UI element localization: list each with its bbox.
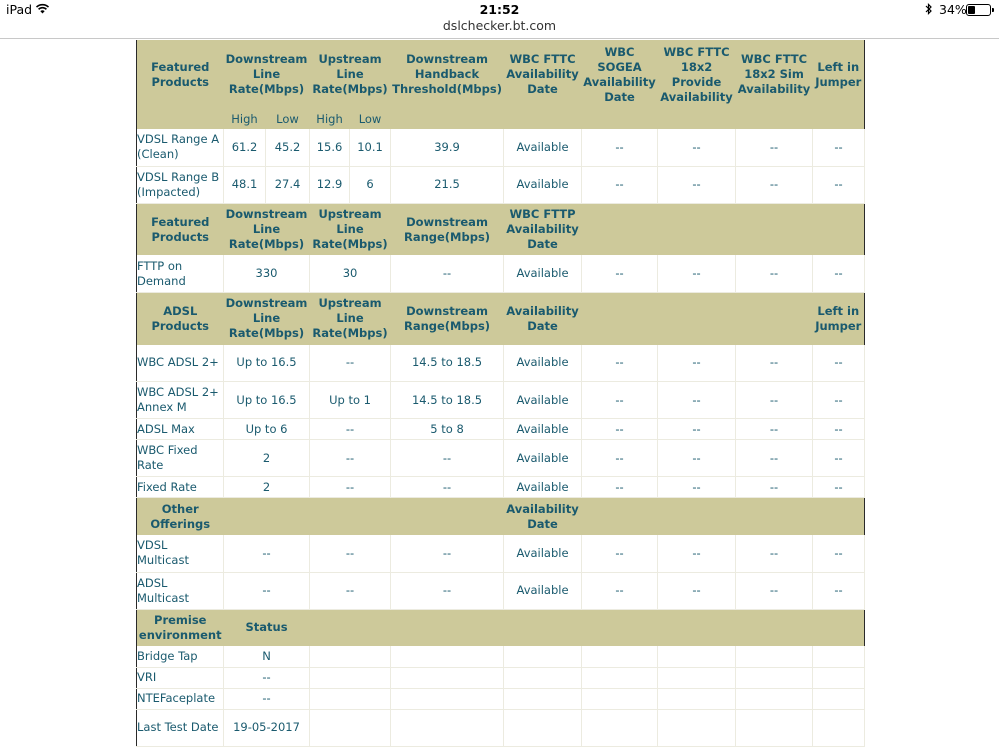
col-header: WBC FTTP Availability Date [504, 203, 582, 255]
table-cell: -- [813, 382, 865, 419]
clock: 21:52 [479, 2, 520, 17]
table-cell: -- [736, 345, 813, 382]
blank-cell [504, 667, 582, 688]
table-cell: -- [582, 255, 658, 292]
ios-status-bar [0, 0, 999, 20]
table-cell: -- [391, 440, 504, 477]
table-cell: -- [813, 440, 865, 477]
table-cell: -- [736, 535, 813, 572]
table-row [137, 129, 865, 166]
product-name: WBC ADSL 2+ Annex M [137, 382, 224, 419]
table-cell: 21.5 [391, 166, 504, 203]
col-header: Left in Jumper [813, 293, 865, 345]
col-header: Featured Products [137, 203, 224, 255]
table-cell: -- [391, 535, 504, 572]
product-name: ADSL Multicast [137, 572, 224, 609]
blank-cell [310, 646, 391, 667]
table-cell: -- [813, 535, 865, 572]
table-cell: -- [310, 477, 391, 498]
blank-cell [736, 688, 813, 709]
table-cell: -- [224, 535, 310, 572]
col-header: WBC SOGEA Availability Date [582, 40, 658, 109]
divider [0, 38, 999, 39]
blank-cell [736, 646, 813, 667]
table-cell: Available [504, 129, 582, 166]
battery-fill [968, 6, 975, 14]
blank-cell [582, 688, 658, 709]
col-header: Upstream Line Rate(Mbps) [310, 293, 391, 345]
col-header: Availability Date [504, 293, 582, 345]
table-cell: -- [813, 477, 865, 498]
col-header: Downstream Line Rate(Mbps) [224, 40, 310, 109]
table-cell: 2 [224, 440, 310, 477]
table-cell: -- [224, 572, 310, 609]
blank-cell [582, 293, 813, 345]
col-header: ADSL Products [137, 293, 224, 345]
table-row [137, 345, 865, 382]
vdsl-subheader-row [137, 109, 865, 129]
blank-cell [310, 667, 391, 688]
battery-icon [966, 4, 991, 16]
table-cell: Available [504, 255, 582, 292]
table-cell: Available [504, 419, 582, 440]
table-cell: -- [736, 129, 813, 166]
battery-nub [992, 8, 994, 12]
table-cell: -- [736, 382, 813, 419]
blank-cell [582, 498, 865, 535]
blank-cell [658, 709, 736, 746]
table-cell: 39.9 [391, 129, 504, 166]
blank-cell [504, 646, 582, 667]
blank-cell [736, 709, 813, 746]
blank-cell [391, 709, 504, 746]
table-cell: -- [658, 477, 736, 498]
table-cell: -- [658, 382, 736, 419]
product-name: FTTP on Demand [137, 255, 224, 292]
other-header-row [137, 498, 865, 535]
table-cell: -- [736, 572, 813, 609]
blank-cell [224, 498, 504, 535]
sub-header: High [224, 109, 266, 129]
table-cell: -- [391, 255, 504, 292]
table-cell: -- [310, 345, 391, 382]
battery-percentage: 34% [939, 2, 967, 17]
url-bar[interactable]: dslchecker.bt.com [442, 18, 557, 33]
table-cell: Up to 6 [224, 419, 310, 440]
product-name: VDSL Range A (Clean) [137, 129, 224, 166]
bluetooth-icon [925, 3, 933, 18]
table-row [137, 688, 865, 709]
table-cell: -- [736, 255, 813, 292]
device-name: iPad [6, 2, 33, 17]
table-cell: -- [658, 440, 736, 477]
table-cell: Available [504, 535, 582, 572]
blank-cell [813, 646, 865, 667]
table-cell: -- [658, 255, 736, 292]
table-cell: -- [582, 382, 658, 419]
product-name: WBC ADSL 2+ [137, 345, 224, 382]
table-cell: 14.5 to 18.5 [391, 382, 504, 419]
col-header: Upstream Line Rate(Mbps) [310, 40, 391, 109]
table-row [137, 477, 865, 498]
table-row [137, 572, 865, 609]
blank-cell [391, 667, 504, 688]
product-name: VDSL Range B (Impacted) [137, 166, 224, 203]
blank-cell [582, 667, 658, 688]
product-name: VDSL Multicast [137, 535, 224, 572]
blank-cell [310, 609, 865, 646]
col-header: Premise environment [137, 609, 224, 646]
table-cell: Available [504, 166, 582, 203]
table-cell: 30 [310, 255, 391, 292]
premise-value: 19-05-2017 [224, 709, 310, 746]
adsl-header-row [137, 293, 865, 345]
col-header: WBC FTTC 18x2 Provide Availability [658, 40, 736, 109]
table-cell: Up to 16.5 [224, 382, 310, 419]
table-cell: -- [813, 419, 865, 440]
col-header: Upstream Line Rate(Mbps) [310, 203, 391, 255]
table-cell: 12.9 [310, 166, 350, 203]
col-header: Availability Date [504, 498, 582, 535]
col-header: Left in Jumper [813, 40, 865, 109]
table-cell: -- [658, 535, 736, 572]
table-row [137, 440, 865, 477]
blank-cell [658, 646, 736, 667]
table-cell: -- [582, 535, 658, 572]
col-header: Downstream Range(Mbps) [391, 293, 504, 345]
table-cell: -- [658, 129, 736, 166]
premise-name: VRI [137, 667, 224, 688]
blank-cell [813, 688, 865, 709]
sub-header: Low [266, 109, 310, 129]
table-cell: -- [813, 345, 865, 382]
table-cell: -- [582, 129, 658, 166]
blank-cell [658, 667, 736, 688]
table-cell: -- [310, 535, 391, 572]
table-row [137, 166, 865, 203]
sub-header: High [310, 109, 350, 129]
premise-value: -- [224, 667, 310, 688]
premise-name: Last Test Date [137, 709, 224, 746]
col-header: Downstream Handback Threshold(Mbps) [391, 40, 504, 109]
blank-cell [813, 667, 865, 688]
table-cell: -- [582, 345, 658, 382]
blank-cell [736, 667, 813, 688]
table-cell: -- [736, 477, 813, 498]
table-cell: Up to 16.5 [224, 345, 310, 382]
table-cell: 6 [350, 166, 391, 203]
table-cell: 330 [224, 255, 310, 292]
table-cell: 5 to 8 [391, 419, 504, 440]
product-name: WBC Fixed Rate [137, 440, 224, 477]
col-header: Other Offerings [137, 498, 224, 535]
col-header: Downstream Line Rate(Mbps) [224, 203, 310, 255]
table-cell: -- [658, 166, 736, 203]
table-cell: 15.6 [310, 129, 350, 166]
table-cell: 48.1 [224, 166, 266, 203]
col-header: Downstream Line Rate(Mbps) [224, 293, 310, 345]
premise-name: NTEFaceplate [137, 688, 224, 709]
table-cell: -- [658, 345, 736, 382]
col-header: WBC FTTC 18x2 Sim Availability [736, 40, 813, 109]
blank-cell [310, 709, 391, 746]
blank-cell [504, 688, 582, 709]
col-header: Downstream Range(Mbps) [391, 203, 504, 255]
table-row [137, 255, 865, 292]
table-row [137, 535, 865, 572]
table-cell: Up to 1 [310, 382, 391, 419]
blank-cell [582, 709, 658, 746]
blank-cell [137, 109, 224, 129]
table-cell: -- [391, 572, 504, 609]
table-cell: -- [736, 166, 813, 203]
table-cell: -- [391, 477, 504, 498]
table-cell: 27.4 [266, 166, 310, 203]
col-header: WBC FTTC Availability Date [504, 40, 582, 109]
table-cell: 45.2 [266, 129, 310, 166]
blank-cell [391, 109, 865, 129]
table-cell: -- [582, 419, 658, 440]
table-cell: 10.1 [350, 129, 391, 166]
table-cell: -- [310, 419, 391, 440]
table-cell: Available [504, 572, 582, 609]
blank-cell [391, 688, 504, 709]
table-cell: 14.5 to 18.5 [391, 345, 504, 382]
table-row [137, 709, 865, 746]
table-cell: -- [582, 440, 658, 477]
table-cell: -- [582, 477, 658, 498]
table-row [137, 382, 865, 419]
blank-cell [504, 709, 582, 746]
table-cell: -- [310, 572, 391, 609]
blank-cell [813, 709, 865, 746]
table-cell: -- [813, 255, 865, 292]
premise-name: Bridge Tap [137, 646, 224, 667]
table-row [137, 646, 865, 667]
blank-cell [658, 688, 736, 709]
product-name: ADSL Max [137, 419, 224, 440]
col-header: Status [224, 609, 310, 646]
table-cell: Available [504, 382, 582, 419]
blank-cell [582, 646, 658, 667]
table-cell: -- [582, 166, 658, 203]
table-cell: Available [504, 345, 582, 382]
vdsl-header-row [137, 40, 865, 109]
blank-cell [582, 203, 865, 255]
table-row [137, 667, 865, 688]
col-header: Featured Products [137, 40, 224, 109]
table-cell: -- [813, 129, 865, 166]
table-cell: -- [658, 572, 736, 609]
table-cell: Available [504, 440, 582, 477]
table-cell: -- [582, 572, 658, 609]
table-cell: -- [736, 440, 813, 477]
broadband-availability-table [136, 40, 865, 747]
blank-cell [391, 646, 504, 667]
product-name: Fixed Rate [137, 477, 224, 498]
table-cell: 2 [224, 477, 310, 498]
table-cell: -- [736, 419, 813, 440]
table-cell: -- [658, 419, 736, 440]
table-cell: Available [504, 477, 582, 498]
table-row [137, 419, 865, 440]
fttp-header-row [137, 203, 865, 255]
table-cell: 61.2 [224, 129, 266, 166]
table-cell: -- [813, 572, 865, 609]
sub-header: Low [350, 109, 391, 129]
premise-value: -- [224, 688, 310, 709]
table-cell: -- [310, 440, 391, 477]
premise-header-row [137, 609, 865, 646]
blank-cell [310, 688, 391, 709]
premise-value: N [224, 646, 310, 667]
table-cell: -- [813, 166, 865, 203]
